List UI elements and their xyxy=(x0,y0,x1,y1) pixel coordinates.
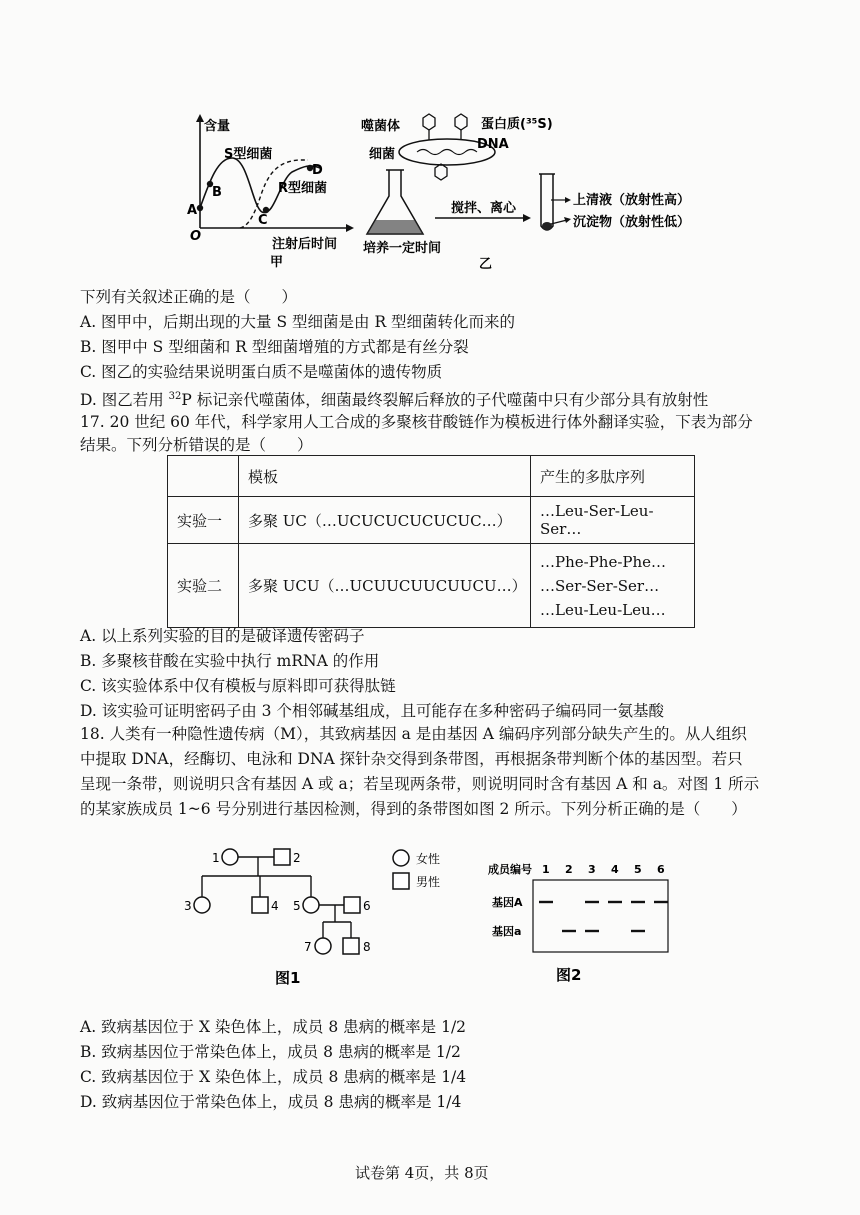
q18-stem-line2: 中提取 DNA，经酶切、电泳和 DNA 探针杂交得到条带图，再根据条带判断个体的基因型。若只 xyxy=(80,750,743,768)
q18-stem-line3: 呈现一条带，则说明只含有基因 A 或 a；若呈现两条带，则说明同时含有基因 A 和 a。对图 1 所示 xyxy=(80,775,760,793)
member-3-label: 3 xyxy=(184,899,192,913)
member-6-label: 6 xyxy=(363,899,371,913)
q16-stem: 下列有关叙述正确的是（ ） xyxy=(80,288,298,306)
dna-label: DNA xyxy=(477,137,509,152)
gene-a-row-label: 基因A xyxy=(492,896,523,909)
row-product: …Phe-Phe-Phe… …Ser-Ser-Ser… …Leu-Leu-Leu… xyxy=(531,544,695,628)
member-2-label: 2 xyxy=(293,851,301,865)
page-footer: 试卷第 4页，共 8页 xyxy=(355,1164,489,1182)
q18-stem-line1: 18. 人类有一种隐性遗传病（M），其致病基因 a 是由基因 A 编码序列部分缺失产生的。从人组织 xyxy=(80,725,747,743)
protein-label: 蛋白质(³⁵S) xyxy=(481,117,553,132)
member-7-label: 7 xyxy=(304,940,312,954)
precipitate-label: 沉淀物（放射性低） xyxy=(573,215,691,230)
legend-male: 男性 xyxy=(416,875,441,889)
row-template: 多聚 UCU（…UCUUCUUCUUCU…） xyxy=(239,544,531,628)
point-a: A xyxy=(187,203,198,218)
row-product: …Leu-Ser-Leu-Ser… xyxy=(531,497,695,544)
band-column-number: 5 xyxy=(634,863,642,876)
phage-icon xyxy=(423,114,467,140)
fig1-caption: 图1 xyxy=(275,969,301,987)
supernatant-label: 上清液（放射性高） xyxy=(573,193,691,208)
q17-stem-line2: 结果。下列分析错误的是（ ） xyxy=(80,436,313,454)
q18-option-c: C. 致病基因位于 X 染色体上，成员 8 患病的概率是 1/4 xyxy=(80,1068,467,1086)
q17-option-c: C. 该实验体系中仅有模板与原料即可获得肽链 xyxy=(80,677,396,695)
q17-option-d: D. 该实验可证明密码子由 3 个相邻碱基组成，且可能存在多种密码子编码同一氨基酸 xyxy=(80,702,664,720)
row-name: 实验二 xyxy=(168,544,239,628)
band-column-number: 2 xyxy=(565,863,573,876)
pedigree-figure xyxy=(180,840,470,990)
origin: O xyxy=(190,229,202,244)
band-column-number: 1 xyxy=(542,863,550,876)
q18-option-a: A. 致病基因位于 X 染色体上，成员 8 患病的概率是 1/2 xyxy=(80,1018,467,1036)
header-template: 模板 xyxy=(239,456,531,497)
stir-label: 搅拌、离心 xyxy=(451,201,517,216)
q16-option-c: C. 图乙的实验结果说明蛋白质不是噬菌体的遗传物质 xyxy=(80,363,443,381)
table-row xyxy=(168,544,695,628)
table-row xyxy=(168,497,695,544)
point-d: D xyxy=(312,163,323,178)
gene-lower-a-row-label: 基因a xyxy=(492,925,522,938)
q18-stem-line4: 的某家族成员 1~6 号分别进行基因检测，得到的条带图如图 2 所示。下列分析正确的是（ ） xyxy=(80,800,747,818)
band-column-number: 6 xyxy=(657,863,665,876)
point-c: C xyxy=(258,213,268,228)
q17-option-a: A. 以上系列实验的目的是破译遗传密码子 xyxy=(80,627,365,645)
s-label: S型细菌 xyxy=(224,147,273,162)
fig2-caption: 图2 xyxy=(556,966,582,984)
q16-option-a: A. 图甲中，后期出现的大量 S 型细菌是由 R 型细菌转化而来的 xyxy=(80,313,516,331)
y-axis-label: 含量 xyxy=(204,119,231,134)
bacteria-label: 细菌 xyxy=(369,147,396,162)
q18-option-b: B. 致病基因位于常染色体上，成员 8 患病的概率是 1/2 xyxy=(80,1043,461,1061)
caption-yi: 乙 xyxy=(479,257,493,270)
header-product: 产生的多肽序列 xyxy=(531,456,695,497)
legend-female: 女性 xyxy=(416,852,441,866)
experiment-table xyxy=(167,455,695,628)
x-axis-label: 注射后时间 xyxy=(272,237,338,252)
table-header-row xyxy=(168,456,695,497)
figure-jia xyxy=(180,110,365,270)
q16-option-b: B. 图甲中 S 型细菌和 R 型细菌增殖的方式都是有丝分裂 xyxy=(80,338,469,356)
band-column-number: 4 xyxy=(611,863,619,876)
row-name: 实验一 xyxy=(168,497,239,544)
member-1-label: 1 xyxy=(212,851,220,865)
band-column-number: 3 xyxy=(588,863,596,876)
culture-label: 培养一定时间 xyxy=(363,241,442,256)
test-tube-icon xyxy=(539,174,555,230)
r-label: R型细菌 xyxy=(278,181,328,196)
phage-label: 噬菌体 xyxy=(361,119,401,134)
flask-icon xyxy=(367,170,423,234)
member-8-label: 8 xyxy=(363,940,371,954)
band-figure xyxy=(488,858,678,988)
point-b: B xyxy=(212,185,222,200)
q17-option-b: B. 多聚核苷酸在实验中执行 mRNA 的作用 xyxy=(80,652,380,670)
member-4-label: 4 xyxy=(271,899,279,913)
q18-option-d: D. 致病基因位于常染色体上，成员 8 患病的概率是 1/4 xyxy=(80,1093,462,1111)
figure-yi xyxy=(355,108,715,270)
caption-jia: 甲 xyxy=(270,255,284,270)
q17-stem-line1: 17. 20 世纪 60 年代，科学家用人工合成的多聚核苷酸链作为模板进行体外翻译实验，下表为部分 xyxy=(80,413,753,431)
q16-option-d: D. 图乙若用 $^{32}$P 标记亲代噬菌体，细菌最终裂解后释放的子代噬菌中只有少部分具有放射性 xyxy=(80,391,709,410)
member-5-label: 5 xyxy=(293,899,301,913)
row-template: 多聚 UC（…UCUCUCUCUCUC…） xyxy=(239,497,531,544)
band-header: 成员编号 xyxy=(488,863,532,876)
